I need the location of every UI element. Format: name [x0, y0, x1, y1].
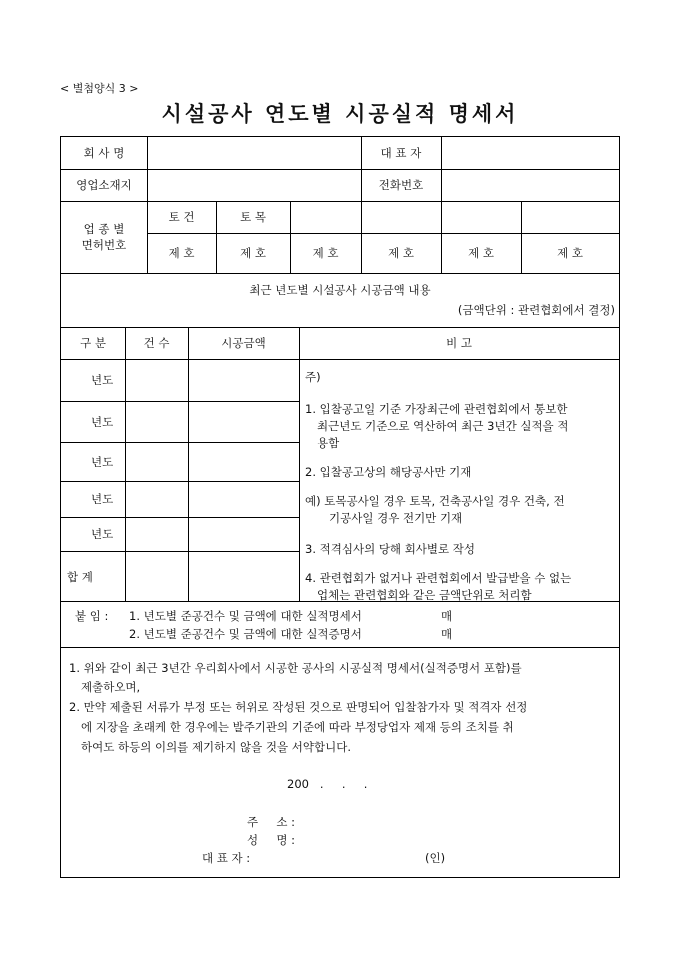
civil-engineering-label: 토 목: [240, 210, 266, 224]
signer-address-label: 주 소 :: [247, 815, 296, 829]
row-divider: [61, 327, 619, 328]
row-divider: [61, 201, 619, 202]
col-divider: [441, 137, 442, 201]
total-label: 합 계: [67, 570, 93, 584]
col-divider: [147, 137, 148, 201]
col-divider: [290, 201, 291, 273]
license-label-line1: 업 종 별: [83, 222, 125, 236]
remarks-example: 기공사일 경우 전기만 기재: [329, 511, 463, 525]
year-label: 년도: [91, 373, 114, 387]
license-number-cell: 제 호: [240, 246, 266, 260]
row-divider: [147, 233, 619, 234]
col-divider: [521, 201, 522, 273]
form-table: [60, 136, 620, 878]
license-number-cell: 제 호: [468, 246, 494, 260]
remarks-note-4: 4. 관련협회가 없거나 관련협회에서 발급받을 수 없는: [305, 571, 572, 585]
year-label: 년도: [91, 527, 114, 541]
address-label: 영업소재지: [76, 178, 132, 192]
amount-unit-note: (금액단위 : 관련협회에서 결정): [457, 303, 615, 317]
year-label: 년도: [91, 415, 114, 429]
attachment-unit: 매: [441, 627, 453, 641]
license-number-cell: 제 호: [168, 246, 195, 260]
pledge-line-1: 제출하오며,: [81, 680, 141, 694]
remarks-note-2: 2. 입찰공고상의 해당공사만 기재: [305, 465, 472, 479]
year-label: 년도: [91, 492, 114, 506]
count-header: 건 수: [143, 336, 170, 350]
row-divider: [61, 273, 619, 274]
license-number-cell: 제 호: [388, 246, 414, 260]
civil-construction-label: 토 건: [168, 210, 195, 224]
category-header: 구 분: [80, 336, 106, 350]
row-divider: [61, 551, 299, 552]
remarks-note-1: 용함: [317, 436, 340, 450]
row-divider: [61, 401, 299, 402]
pledge-line-2: 2. 만약 제출된 서류가 부정 또는 허위로 작성된 것으로 판명되어 입찰참가자 및 적격자 선정: [69, 700, 528, 714]
remarks-note-4: 업체는 관련협회와 같은 금액단위로 처리함: [317, 588, 532, 602]
pledge-line-1: 1. 위와 같이 최근 3년간 우리회사에서 시공한 공사의 시공실적 명세서(실적증명서 포함)를: [69, 661, 522, 675]
year-label: 년도: [91, 455, 114, 469]
attachments-label: 붙 임 :: [75, 609, 109, 623]
license-number-cell: 제 호: [312, 246, 339, 260]
license-number-cell: 제 호: [557, 246, 583, 260]
remarks-example: 예) 토목공사일 경우 토목, 건축공사일 경우 건축, 전: [305, 494, 565, 508]
remarks-note-1: 1. 입찰공고일 기준 가장최근에 관련협회에서 통보한: [305, 402, 568, 416]
row-divider: [61, 481, 299, 482]
remarks-note-3: 3. 적격심사의 당해 회사별로 작성: [305, 542, 476, 556]
pledge-date: 200 . . .: [287, 777, 368, 791]
company-name-label: 회 사 명: [83, 146, 125, 160]
license-label-line2: 면허번호: [81, 238, 127, 252]
row-divider: [61, 647, 619, 648]
phone-label: 전화번호: [378, 178, 424, 192]
representative-label: 대 표 자: [380, 146, 422, 160]
amount-header: 시공금액: [221, 336, 266, 350]
col-divider: [299, 327, 300, 601]
seal-mark: (인): [425, 851, 446, 865]
col-divider: [361, 201, 362, 273]
signer-rep-label: 대 표 자 :: [202, 851, 251, 865]
remarks-note-1: 최근년도 기준으로 역산하여 최근 3년간 실적을 적: [317, 419, 569, 433]
row-divider: [61, 517, 299, 518]
annex-label: < 별첨양식 3 >: [60, 82, 139, 95]
attachment-item-2: 2. 년도별 준공건수 및 금액에 대한 실적증명서: [129, 627, 362, 641]
remarks-header: 비 고: [446, 336, 472, 350]
col-divider: [125, 327, 126, 601]
row-divider: [61, 359, 619, 360]
pledge-line-2: 하여도 하등의 이의를 제기하지 않을 것을 서약합니다.: [81, 740, 351, 754]
summary-heading: 최근 년도별 시설공사 시공금액 내용: [249, 283, 431, 297]
col-divider: [188, 327, 189, 601]
attachment-unit: 매: [441, 609, 453, 623]
remarks-note-head: 주): [305, 370, 321, 384]
col-divider: [441, 201, 442, 273]
row-divider: [61, 169, 619, 170]
attachment-item-1: 1. 년도별 준공건수 및 금액에 대한 실적명세서: [129, 609, 362, 623]
signer-name-label: 성 명 :: [247, 833, 296, 847]
page-title: 시설공사 연도별 시공실적 명세서: [161, 101, 519, 126]
pledge-line-2: 에 지장을 초래케 한 경우에는 발주기관의 기준에 따라 부정당업자 제재 등의 조치를 취: [81, 720, 514, 734]
row-divider: [61, 442, 299, 443]
